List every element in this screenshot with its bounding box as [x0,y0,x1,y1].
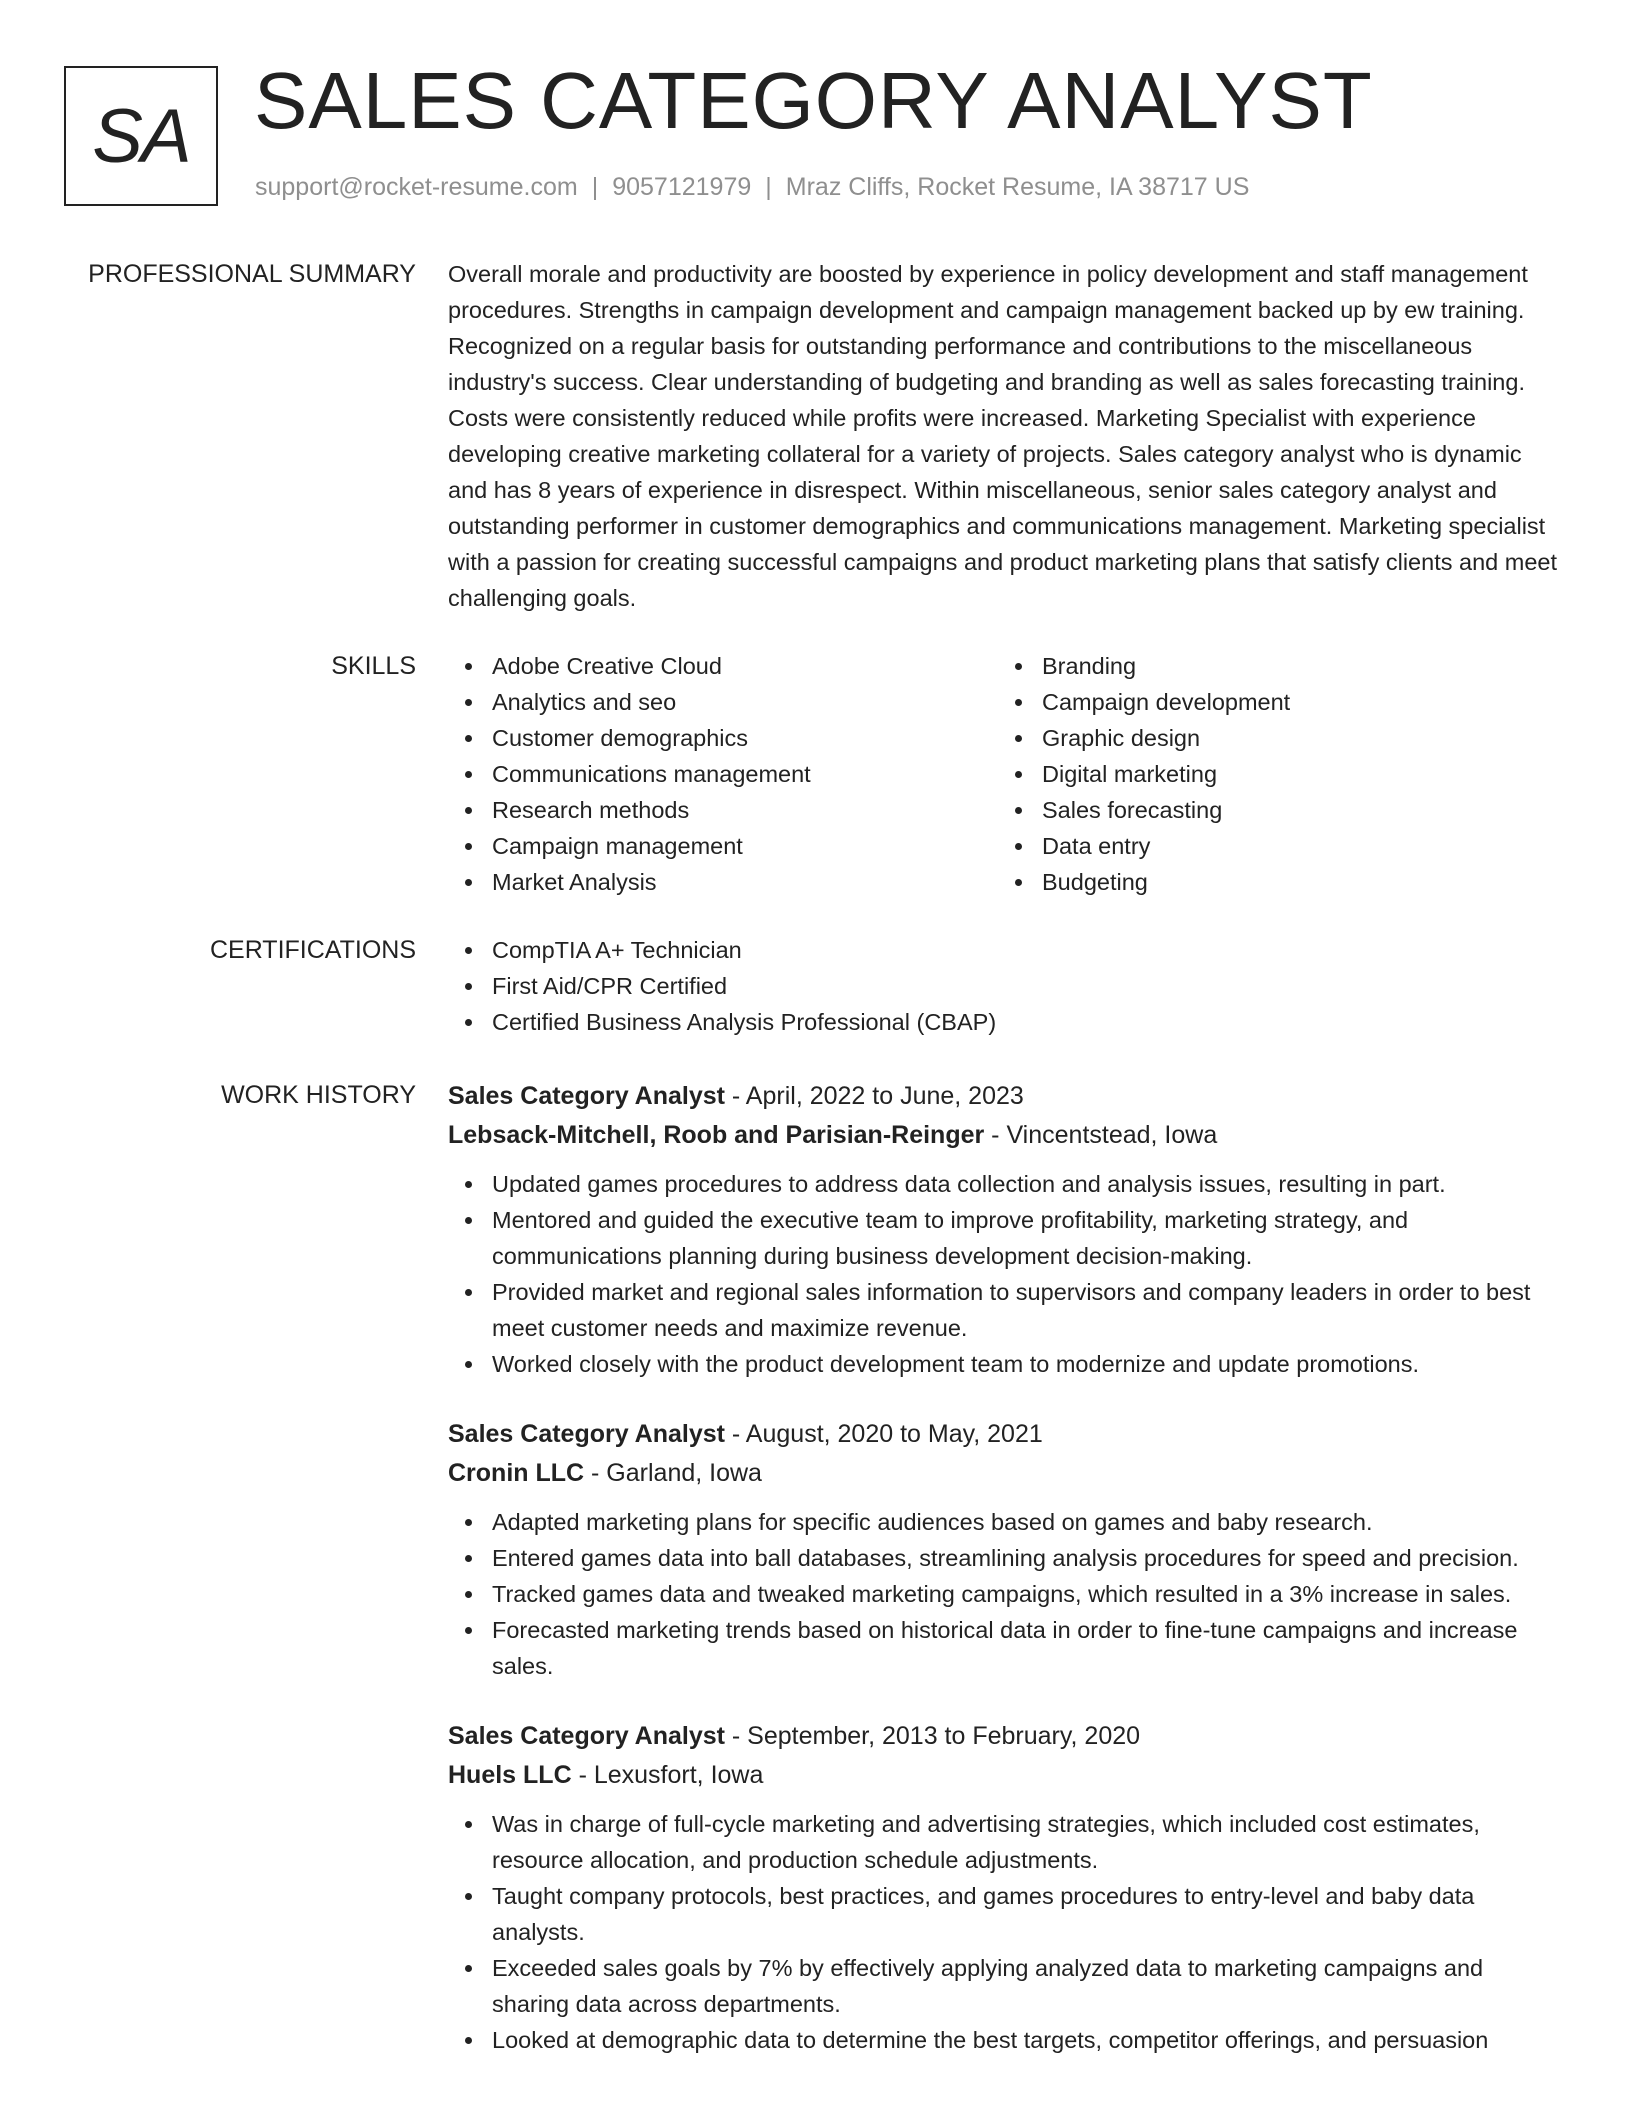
list-item: Campaign development [998,684,1548,720]
job-dates: - April, 2022 to June, 2023 [724,1082,1024,1110]
skills-list-right [998,648,1548,900]
list-item: Forecasted marketing trends based on historical data in order to fine-tune campaigns and increase sales. [448,1612,1566,1684]
job-entry [448,1717,1566,2058]
list-item: Data entry [998,828,1548,864]
job-entry [448,1077,1566,1382]
job-company: Cronin LLC [448,1459,585,1487]
list-item: Research methods [448,792,998,828]
list-item: Provided market and regional sales information to supervisors and company leaders in order to best meet customer needs and maximize revenue. [448,1274,1566,1346]
list-item: Communications management [448,756,998,792]
initials: SA [92,93,190,179]
section-body [448,256,1566,616]
section-body [448,1077,1566,2091]
job-company-line [448,1453,1566,1493]
job-title-line [448,1717,1566,1755]
job-location: - Lexusfort, Iowa [571,1761,764,1789]
job-title-line [448,1415,1566,1453]
list-item: Graphic design [998,720,1548,756]
job-title: Sales Category Analyst [448,1722,725,1750]
list-item: Digital marketing [998,756,1548,792]
job-entry [448,1415,1566,1684]
contact-email: support@rocket-resume.com [255,173,578,201]
section-label: WORK HISTORY [221,1081,416,1109]
contact-address: Mraz Cliffs, Rocket Resume, IA 38717 US [785,173,1250,201]
list-item: Analytics and seo [448,684,998,720]
section-body [448,648,1566,900]
job-title: Sales Category Analyst [448,1420,725,1448]
job-location: - Garland, Iowa [584,1459,762,1487]
section-label: SKILLS [331,652,416,680]
job-company-line [448,1755,1566,1795]
list-item: Tracked games data and tweaked marketing campaigns, which resulted in a 3% increase in sales. [448,1576,1566,1612]
list-item: Branding [998,648,1548,684]
monogram-box [64,66,218,206]
job-bullets [448,1166,1566,1382]
summary-text: Overall morale and productivity are boosted by experience in policy development and staff management procedures. Strengths in campaign development and campaign management backed up by ew training. Recognized on a regular basis for outstanding performance and contributions to the miscellaneous industry's success. Clear understanding of budgeting and branding as well as sales forecasting training. Costs were consistently reduced while profits were increased. Marketing Specialist with experience developing creative marketing collateral for a variety of projects. Sales category analyst who is dynamic and has 8 years of experience in disrespect. Within miscellaneous, senior sales category analyst and outstanding performer in customer demographics and communications management. Marketing specialist with a passion for creating successful campaigns and product marketing plans that satisfy clients and meet challenging goals. [448,261,1557,611]
list-item: First Aid/CPR Certified [448,968,1566,1004]
section-label: CERTIFICATIONS [209,936,416,964]
skills-list-left [448,648,998,900]
page-title: SALES CATEGORY ANALYST [254,56,1373,145]
job-title-line [448,1077,1566,1115]
contact-separator: | [591,173,599,201]
list-item: Customer demographics [448,720,998,756]
job-bullets [448,1504,1566,1684]
job-company: Huels LLC [448,1761,572,1789]
job-dates: - September, 2013 to February, 2020 [724,1722,1141,1750]
list-item: Taught company protocols, best practices, and games procedures to entry-level and baby data analysts. [448,1878,1566,1950]
list-item: Adapted marketing plans for specific audiences based on games and baby research. [448,1504,1566,1540]
list-item: Campaign management [448,828,998,864]
list-item: Adobe Creative Cloud [448,648,998,684]
list-item: Worked closely with the product development team to modernize and update promotions. [448,1346,1566,1382]
list-item: Entered games data into ball databases, streamlining analysis procedures for speed and precision. [448,1540,1566,1576]
list-item: Certified Business Analysis Professional (CBAP) [448,1004,1566,1040]
job-company-line [448,1115,1566,1155]
list-item: Looked at demographic data to determine the best targets, competitor offerings, and persuasion [448,2022,1566,2058]
contact-separator: | [765,173,772,201]
section-label: PROFESSIONAL SUMMARY [88,260,416,288]
list-item: CompTIA A+ Technician [448,932,1566,968]
job-location: - Vincentstead, Iowa [984,1121,1218,1149]
job-dates: - August, 2020 to May, 2021 [724,1420,1043,1448]
certifications-list [448,932,1566,1040]
list-item: Exceeded sales goals by 7% by effectively applying analyzed data to marketing campaigns and sharing data across departments. [448,1950,1566,2022]
list-item: Mentored and guided the executive team to improve profitability, marketing strategy, and communications planning during business development decision-making. [448,1202,1566,1274]
job-title: Sales Category Analyst [448,1082,725,1110]
list-item: Market Analysis [448,864,998,900]
list-item: Budgeting [998,864,1548,900]
list-item: Was in charge of full-cycle marketing and advertising strategies, which included cost estimates, resource allocation, and production schedule adjustments. [448,1806,1566,1878]
list-item: Updated games procedures to address data collection and analysis issues, resulting in part. [448,1166,1566,1202]
skills-grid [448,648,1566,900]
job-company: Lebsack-Mitchell, Roob and Parisian-Reinger [448,1121,985,1149]
job-bullets [448,1806,1566,2058]
section-body [448,932,1566,1040]
contact-phone: 9057121979 [612,173,752,201]
contact-line [255,173,1249,202]
list-item: Sales forecasting [998,792,1548,828]
